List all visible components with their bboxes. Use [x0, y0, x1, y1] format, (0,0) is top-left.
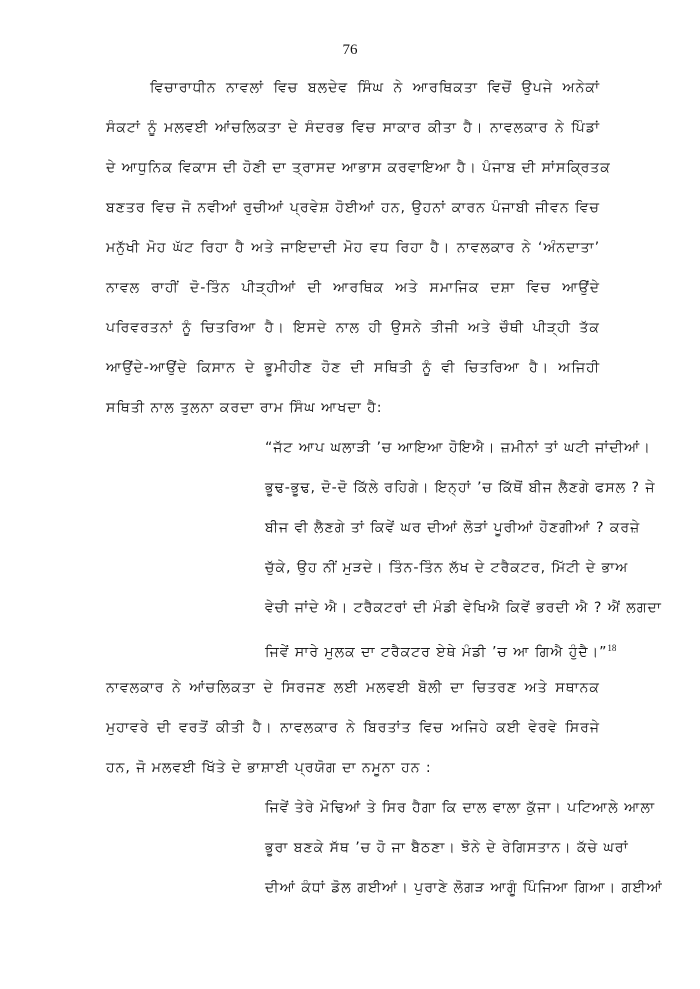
page-number: 76	[342, 42, 358, 58]
footnote-marker: 18	[607, 643, 617, 653]
text-line: ਮੁਹਾਵਰੇ ਦੀ ਵਰਤੋਂ ਕੀਤੀ ਹੈ। ਨਾਵਲਕਾਰ ਨੇ ਬਿਰਤਾਂਤ ਵਿਚ ਅਜਿਹੇ ਕਈ ਵੇਰਵੇ ਸਿਰਜੇ	[106, 720, 600, 736]
text-line: ਮਨੁੱਖੀ ਮੋਹ ਘੱਟ ਰਿਹਾ ਹੈ ਅਤੇ ਜਾਇਦਾਦੀ ਮੋਹ ਵਧ ਰਿਹਾ ਹੈ। ਨਾਵਲਕਾਰ ਨੇ ‘ਅੰਨਦਾਤਾ’	[106, 240, 600, 256]
quote-line: ਵੇਚੀ ਜਾਂਦੇ ਐ। ਟਰੈਕਟਰਾਂ ਦੀ ਮੰਡੀ ਵੇਖਿਐ ਕਿਵੇਂ ਭਰਦੀ ਐ ? ਐਂ ਲਗਦਾ	[265, 600, 662, 616]
text-line: ਨਾਵਲਕਾਰ ਨੇ ਆਂਚਲਿਕਤਾ ਦੇ ਸਿਰਜਣ ਲਈ ਮਲਵਈ ਬੋਲੀ ਦਾ ਚਿਤਰਣ ਅਤੇ ਸਥਾਨਕ	[106, 680, 600, 696]
quote-line: ਭੂਰਾ ਬਣਕੇ ਸੱਥ ’ਚ ਹੋ ਜਾ ਬੈਠਣਾ। ਝੋਨੇ ਦੇ ਰੇਗਿਸਤਾਨ। ਕੱਚੇ ਘਰਾਂ	[265, 840, 629, 856]
quote-line: ਜਿਵੇਂ ਤੇਰੇ ਮੋਢਿਆਂ ਤੇ ਸਿਰ ਹੈਗਾ ਕਿ ਦਾਲ ਵਾਲਾ ਕੁੱਜਾ। ਪਟਿਆਲੇ ਆਲਾ	[265, 800, 656, 816]
text-line: ਆਉਂਦੇ-ਆਉਂਦੇ ਕਿਸਾਨ ਦੇ ਭੂਮੀਹੀਣ ਹੋਣ ਦੀ ਸਥਿਤੀ ਨੂੰ ਵੀ ਚਿਤਰਿਆ ਹੈ। ਅਜਿਹੀ	[106, 360, 600, 376]
text-line: ਬਣਤਰ ਵਿਚ ਜੋ ਨਵੀਆਂ ਰੁਚੀਆਂ ਪ੍ਰਵੇਸ਼ ਹੋਈਆਂ ਹਨ, ਉਹਨਾਂ ਕਾਰਨ ਪੰਜਾਬੀ ਜੀਵਨ ਵਿਚ	[106, 200, 600, 216]
text-line: ਵਿਚਾਰਾਧੀਨ ਨਾਵਲਾਂ ਵਿਚ ਬਲਦੇਵ ਸਿੰਘ ਨੇ ਆਰਥਿਕਤਾ ਵਿਚੋਂ ਉਪਜੇ ਅਨੇਕਾਂ	[150, 80, 600, 96]
text-line: ਨਾਵਲ ਰਾਹੀਂ ਦੋ-ਤਿੰਨ ਪੀੜ੍ਹੀਆਂ ਦੀ ਆਰਥਿਕ ਅਤੇ ਸਮਾਜਿਕ ਦਸ਼ਾ ਵਿਚ ਆਉਂਦੇ	[106, 280, 600, 296]
quote-line: ਬੀਜ ਵੀ ਲੈਣਗੇ ਤਾਂ ਕਿਵੇਂ ਘਰ ਦੀਆਂ ਲੋੜਾਂ ਪੂਰੀਆਂ ਹੋਣਗੀਆਂ ? ਕਰਜ਼ੇ	[265, 520, 641, 536]
text-line: ਦੇ ਆਧੁਨਿਕ ਵਿਕਾਸ ਦੀ ਹੋਣੀ ਦਾ ਤ੍ਰਾਸਦ ਆਭਾਸ ਕਰਵਾਇਆ ਹੈ। ਪੰਜਾਬ ਦੀ ਸਾਂਸਕ੍ਰਿਤਕ	[106, 160, 611, 176]
quote-line: ਦੀਆਂ ਕੰਧਾਂ ਡੋਲ ਗਈਆਂ। ਪੁਰਾਣੇ ਲੋਗੜ ਆਗੂੰ ਪਿੰਜਿਆ ਗਿਆ। ਗਈਆਂ	[265, 880, 663, 896]
quote-text: ਜਿਵੇਂ ਸਾਰੇ ਮੁਲਕ ਦਾ ਟਰੈਕਟਰ ਏਥੇ ਮੰਡੀ ’ਚ ਆ ਗਿਐ ਹੁੰਦੈ।”	[265, 644, 608, 661]
text-line: ਸਥਿਤੀ ਨਾਲ ਤੁਲਨਾ ਕਰਦਾ ਰਾਮ ਸਿੰਘ ਆਖਦਾ ਹੈ:	[106, 400, 383, 416]
quote-line-last	[265, 638, 617, 663]
quote-line: ਚੁੱਕੇ, ਉਹ ਨੀਂ ਮੁੜਦੇ। ਤਿੰਨ-ਤਿੰਨ ਲੱਖ ਦੇ ਟਰੈਕਟਰ, ਮਿੱਟੀ ਦੇ ਭਾਅ	[265, 560, 629, 576]
text-line: ਸੰਕਟਾਂ ਨੂੰ ਮਲਵਈ ਆਂਚਲਿਕਤਾ ਦੇ ਸੰਦਰਭ ਵਿਚ ਸਾਕਾਰ ਕੀਤਾ ਹੈ। ਨਾਵਲਕਾਰ ਨੇ ਪਿੰਡਾਂ	[106, 120, 600, 136]
quote-line: ਭੂਢ-ਭੂਢ, ਦੋ-ਦੋ ਕਿੱਲੇ ਰਹਿਗੇ। ਇਨ੍ਹਾਂ ’ਚ ਕਿੱਥੋਂ ਬੀਜ ਲੈਣਗੇ ਫਸਲ ? ਜੇ	[265, 480, 656, 496]
text-line: ਪਰਿਵਰਤਨਾਂ ਨੂੰ ਚਿਤਰਿਆ ਹੈ। ਇਸਦੇ ਨਾਲ ਹੀ ਉਸਨੇ ਤੀਜੀ ਅਤੇ ਚੌਥੀ ਪੀੜ੍ਹੀ ਤੱਕ	[106, 320, 600, 336]
quote-line: “ਜੱਟ ਆਪ ਘਲਾੜੀ ’ਚ ਆਇਆ ਹੋਇਐ। ਜ਼ਮੀਨਾਂ ਤਾਂ ਘਟੀ ਜਾਂਦੀਆਂ।	[265, 440, 651, 456]
text-line: ਹਨ, ਜੋ ਮਲਵਈ ਖਿੱਤੇ ਦੇ ਭਾਸ਼ਾਈ ਪ੍ਰਯੋਗ ਦਾ ਨਮੂਨਾ ਹਨ :	[106, 760, 432, 776]
